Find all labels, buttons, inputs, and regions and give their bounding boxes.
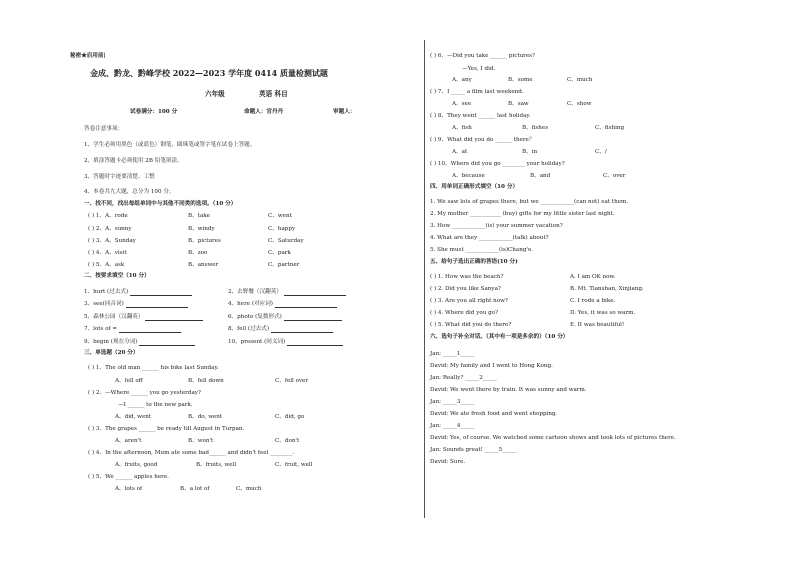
question: ( ) 8、They went ______ last holiday. [430, 113, 531, 119]
fill-prompt: 4、here (对应词) [228, 301, 273, 307]
answer-blank[interactable] [145, 315, 203, 321]
question: ( ) 5、We ______ apples here. [88, 474, 169, 480]
choice-c[interactable]: C、much [567, 77, 593, 83]
choice-a[interactable]: A、fruits, good [115, 462, 158, 468]
dialogue-line: David: We went there by train. It was sunny and warm. [430, 387, 587, 393]
choice-a[interactable]: A、did, went [115, 414, 152, 420]
fill-sentence[interactable]: 5. She must ____________(is)Chang'e. [430, 247, 534, 253]
fill-sentence[interactable]: 4. What are they ____________(talk) about? [430, 235, 549, 241]
choice-c[interactable]: C、over [603, 173, 626, 179]
fill-prompt: 1、hurt (过去式) [84, 289, 129, 295]
fill-sentence[interactable]: 3. How ____________(is) your summer vacation? [430, 223, 563, 229]
choice-c[interactable]: C、park [268, 250, 291, 256]
question: ( ) 3、The grapes ______ be ready till August in Turpan. [88, 426, 245, 432]
fill-prompt: 2、去野餐（汉翻英） [228, 289, 282, 295]
match-question[interactable]: ( ) 2. Did you like Sanya? [430, 286, 501, 292]
fill-prompt: 10、present (同义词) [228, 339, 286, 345]
choice-b[interactable]: B、in [522, 149, 538, 155]
choice-c[interactable]: C、show [567, 101, 592, 107]
section-6-title: 六、选句子补全对话。（其中有一项是多余的）（10 分） [430, 334, 569, 340]
answer-blank[interactable] [139, 340, 195, 346]
fill-prompt: 6、photo (复数形式) [228, 314, 282, 320]
choice-c[interactable]: C、fruit, well [275, 462, 313, 468]
answer-blank[interactable] [284, 315, 342, 321]
choice-a[interactable]: A、see [452, 101, 472, 107]
question: ( ) 6、—Did you take ______ pictures? [430, 53, 536, 59]
match-answer: A. I am OK now. [570, 274, 616, 280]
choice-c[interactable]: C、fishing [595, 125, 625, 131]
fill-sentence[interactable]: 2. My mother ___________ (buy) gifts for my little sister last night. [430, 211, 615, 217]
subject-label: 英语 科目 [259, 90, 288, 98]
column-divider [424, 40, 425, 518]
choice-a[interactable]: ( ) 5、A、ask [88, 262, 125, 268]
choice-b[interactable]: B、won't [188, 438, 214, 444]
choice-b[interactable]: B、pictures [188, 238, 221, 244]
section-3-title: 三、单选题（20 分） [84, 350, 139, 356]
dialogue-line[interactable]: Jan: _____1_____ [430, 351, 475, 357]
dialogue-line: David: We ate fresh food and went shopping. [430, 411, 558, 417]
note-item: 4、本卷共九大题，总分为 100 分。 [84, 189, 175, 195]
dialogue-line: David: Yes, of course. We watched some cartoon shows and took lots of pictures there. [430, 435, 676, 441]
dialogue-line[interactable]: Jan: Sounds great! _____5_____ [430, 447, 517, 453]
choice-c[interactable]: C、did, go [275, 414, 305, 420]
dialogue-line[interactable]: Jan: _____3_____ [430, 399, 475, 405]
answer-blank[interactable] [119, 327, 181, 333]
choice-b[interactable]: B、zoo [188, 250, 208, 256]
note-item: 1、学生必须用黑色（或蓝色）钢笔、圆珠笔或签字笔在试卷上答题。 [84, 142, 256, 148]
choice-a[interactable]: A、because [452, 173, 485, 179]
choice-a[interactable]: A、fell off [115, 378, 143, 384]
question: ( ) 2、—Where ______ you go yesterday? [88, 390, 201, 396]
choice-b[interactable]: B、take [188, 213, 210, 219]
choice-a[interactable]: ( ) 1、A、rode [88, 213, 128, 219]
question: ( ) 4、In the afternoon, Mum ate some bad______ and didn't feel ________. [88, 450, 295, 456]
choice-a[interactable]: A、any [452, 77, 472, 83]
fill-prompt: 7、lots of = [84, 326, 118, 332]
fill-prompt: 3、see(同音词) [84, 301, 124, 307]
match-answer: E. It was beautiful! [570, 322, 625, 328]
choice-c[interactable]: C、don't [275, 438, 300, 444]
match-answer: D. Yes, it was so warm. [570, 310, 636, 316]
choice-b[interactable]: B、fishes [522, 125, 549, 131]
choice-c[interactable]: C、Saturday [268, 238, 304, 244]
section-5-title: 五、给句子选出正确的答语(10 分) [430, 259, 518, 265]
question-line-2: —Yes, I did. [462, 66, 496, 72]
exam-title: 金成、黔龙、黔峰学校 2022—2023 学年度 0414 质量检测试题 [90, 68, 328, 78]
score-label: 试卷满分：100 分 [130, 109, 178, 115]
fill-prompt: 5、森林公园（汉翻英） [84, 314, 144, 320]
secret-label: 秘密★启用前| [70, 53, 106, 59]
dialogue-line: David: Sure. [430, 459, 466, 465]
match-question[interactable]: ( ) 5. What did you do there? [430, 322, 512, 328]
choice-b[interactable]: B、some [508, 77, 533, 83]
section-2-title: 二、按要求填空（10 分） [84, 273, 150, 279]
section-4-title: 四、用单词正确形式填空（10 分） [430, 184, 519, 190]
dialogue-line[interactable]: Jan: _____4_____ [430, 423, 475, 429]
question: ( ) 7、I _____ a film last weekend. [430, 89, 524, 95]
fill-prompt: 8、fell (过去式) [228, 326, 270, 332]
choice-c[interactable]: C、happy [268, 226, 296, 232]
choice-a[interactable]: A、aren't [115, 438, 142, 444]
choice-a[interactable]: ( ) 3、A、Sunday [88, 238, 136, 244]
fill-sentence[interactable]: 1. We saw lots of grapes there, but we ____________(can not) eat them. [430, 199, 629, 205]
reviewer-label: 审题人： [333, 109, 356, 115]
match-question[interactable]: ( ) 3. Are you all right now? [430, 298, 508, 304]
choice-c[interactable]: C、went [268, 213, 292, 219]
dialogue-line: David: My family and I went to Hong Kong. [430, 363, 553, 369]
match-answer: B. Mt. Tianshan, Xinjiang. [570, 286, 644, 292]
match-question[interactable]: ( ) 4. Where did you go? [430, 310, 499, 316]
question-line-2: —I ______ to the new park. [118, 402, 193, 408]
choice-b[interactable]: B、fruits, well [196, 462, 237, 468]
choice-b[interactable]: B、answer [188, 262, 219, 268]
answer-blank[interactable] [284, 290, 346, 296]
choice-c[interactable]: C、/ [595, 149, 607, 155]
choice-a[interactable]: A、lots of [115, 486, 143, 492]
answer-blank[interactable] [287, 340, 343, 346]
choice-b[interactable]: B、and [530, 173, 551, 179]
answer-blank[interactable] [130, 290, 192, 296]
note-item: 2、填涂答题卡必须使用 2B 铅笔填涂。 [84, 158, 183, 164]
fill-prompt: 9、begin (现在分词) [84, 339, 138, 345]
author-label: 命题人：官丹丹 [244, 109, 284, 115]
choice-b[interactable]: B、do, went [188, 414, 223, 420]
choice-a[interactable]: A、at [452, 149, 468, 155]
grade-label: 六年级 [205, 90, 225, 98]
choice-b[interactable]: B、windy [188, 226, 215, 232]
match-answer: C. I rode a bike. [570, 298, 616, 304]
choice-c[interactable]: C、partner [268, 262, 300, 268]
choice-b[interactable]: B、fell down [188, 378, 224, 384]
choice-b[interactable]: B、a lot of [180, 486, 210, 492]
choice-c[interactable]: C、much [236, 486, 262, 492]
choice-a[interactable]: ( ) 2、A、sunny [88, 226, 132, 232]
answer-blank[interactable] [126, 302, 188, 308]
question: ( ) 9、What did you do ______ there？ [430, 137, 535, 143]
dialogue-line[interactable]: Jan: Really? _____2_____ [430, 375, 497, 381]
choice-a[interactable]: ( ) 4、A、visit [88, 250, 127, 256]
choice-b[interactable]: B、saw [508, 101, 529, 107]
answer-blank[interactable] [271, 327, 333, 333]
answer-blank[interactable] [275, 302, 337, 308]
choice-c[interactable]: C、fell over [275, 378, 309, 384]
section-1-title: 一、找不同，找出每组单词中与其他不同类的选项。（10 分） [84, 201, 237, 207]
match-question[interactable]: ( ) 1. How was the beach? [430, 274, 504, 280]
note-item: 3、答题时字迹要清楚、工整 [84, 174, 155, 180]
choice-a[interactable]: A、fish [452, 125, 472, 131]
question: ( ) 10、Where did you go ________ your holiday? [430, 161, 565, 167]
question: ( ) 1、The old man ______ his bike last Sunday. [88, 365, 219, 371]
notes-title: 答卷注意事项： [84, 126, 124, 132]
